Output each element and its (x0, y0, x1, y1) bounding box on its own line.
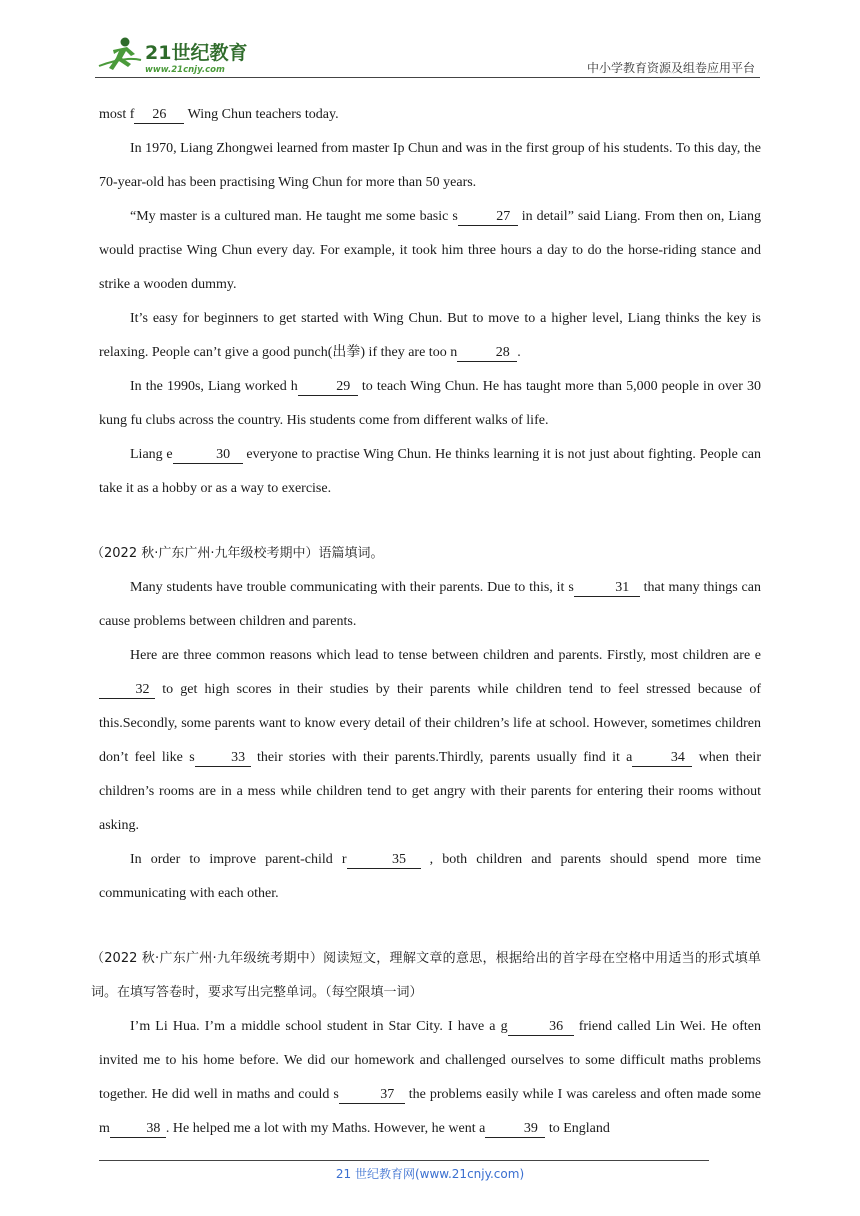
passage1-paragraph: In 1970, Liang Zhongwei learned from master Ip Chun and was in the first group of his students. To this day, the 70-year-old has been practising Wing Chun for more than 50 years. (99, 141, 761, 190)
header-divider (95, 77, 760, 78)
passage2-paragraph: In order to improve parent-child r 35 , both children and parents should spend more time communicating with each other. (99, 852, 761, 901)
blank-39: 39 (485, 1121, 545, 1138)
blank-26: 26 (134, 107, 184, 124)
blank-35: 35 (347, 852, 421, 869)
section-source: （2022 秋·广东广州·九年级统考期中）阅读短文，理解文章的意思，根据给出的首字母在空格中用适当的形式填单词。在填写答卷时，要求写出完整单词。（每空限填一词） (91, 951, 761, 1000)
passage2-paragraph: Many students have trouble communicating with their parents. Due to this, it s 31 that many things can cause problems between children and parents. (99, 580, 761, 629)
passage3-paragraph: I’m Li Hua. I’m a middle school student in Star City. I have a g 36 friend called Lin Wei. He often invited me to his home before. We did our homework and challenged ourselves to some difficult maths problems together. He did well in maths and could s 37 the problems easily while I was careless and often made some m 38 . He helped me a lot with my Maths. However, he went a 39 to England (99, 1019, 761, 1136)
blank-28: 28 (457, 345, 517, 362)
blank-31: 31 (574, 580, 640, 597)
blank-34: 34 (632, 750, 692, 767)
page-footer: 21 世纪教育网(www.21cnjy.com) (335, 1167, 525, 1181)
svg-text:21世纪教育: 21世纪教育 (145, 42, 248, 64)
blank-37: 37 (339, 1087, 405, 1104)
blank-36: 36 (508, 1019, 574, 1036)
blank-33: 33 (195, 750, 251, 767)
passage1-paragraph: It’s easy for beginners to get started with Wing Chun. But to move to a higher level, Liang thinks the key is relaxing. People can’t give a good punch(出拳) if they are too n 28 . (99, 311, 761, 360)
site-logo (95, 36, 255, 76)
passage1-paragraph: Liang e 30 everyone to practise Wing Chun. He thinks learning it is not just about fighting. People can take it as a hobby or as a way to exercise. (99, 447, 761, 496)
section-source: （2022 秋·广东广州·九年级校考期中）语篇填词。 (91, 546, 384, 561)
blank-29: 29 (298, 379, 358, 396)
svg-text:www.21cnjy.com: www.21cnjy.com (145, 65, 225, 75)
blank-32: 32 (99, 682, 155, 699)
passage1-paragraph: In the 1990s, Liang worked h 29 to teach Wing Chun. He has taught more than 5,000 people in over 30 kung fu clubs across the country. His students come from different walks of life. (99, 379, 761, 428)
blank-27: 27 (458, 209, 518, 226)
passage2-paragraph: Here are three common reasons which lead to tense between children and parents. Firstly, most children are e32 to get high scores in their studies by their parents while children tend to feel stressed because of this.Secondly, some parents want to know every detail of their children’s life at school. However, sometimes children don’t feel like s 33 their stories with their parents.Thirdly, parents usually find it a 34 when their children’s rooms are in a mess while children tend to get angry with their parents for entering their rooms without asking. (99, 648, 761, 833)
passage1-paragraph: most f 26 Wing Chun teachers today. (99, 107, 339, 122)
passage1-paragraph: “My master is a cultured man. He taught me some basic s 27 in detail” said Liang. From then on, Liang would practise Wing Chun every day. For example, it took him three hours a day to do the horse-riding stance and strike a wooden dummy. (99, 209, 761, 292)
runner-logo-icon (95, 36, 255, 76)
page-header (95, 30, 760, 78)
document-body (91, 98, 761, 1146)
blank-38: 38 (110, 1121, 166, 1138)
footer-divider (99, 1160, 709, 1161)
blank-30: 30 (173, 447, 243, 464)
platform-name: 中小学教育资源及组卷应用平台 (586, 61, 755, 75)
